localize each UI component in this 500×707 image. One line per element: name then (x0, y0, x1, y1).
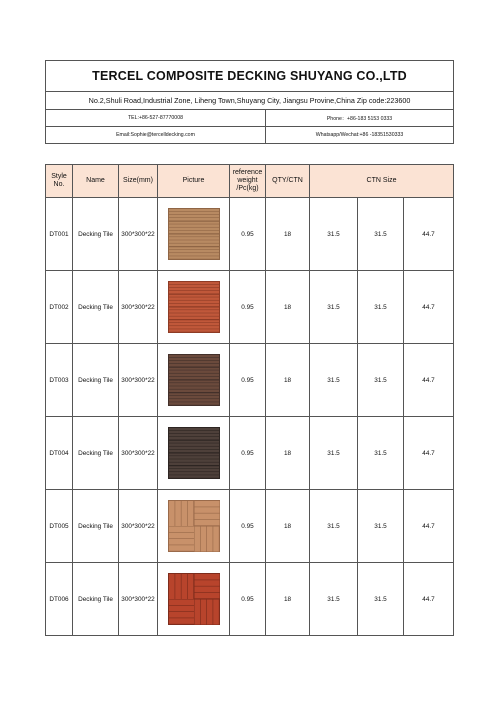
product-picture (158, 490, 230, 563)
cell-w: 31.5 (358, 490, 404, 563)
cell-l: 31.5 (310, 490, 358, 563)
cell-w: 31.5 (358, 563, 404, 636)
cell-weight: 0.95 (230, 198, 266, 271)
header-name: Name (73, 165, 119, 198)
company-whatsapp: Whatsapp/Wechat:+86 -18351530333 (266, 127, 454, 144)
cell-h: 44.7 (404, 198, 454, 271)
cell-name: Decking Tile (73, 490, 119, 563)
decking-tile-image (168, 500, 220, 552)
decking-tile-image (168, 208, 220, 260)
cell-style: DT003 (46, 344, 73, 417)
table-row (46, 563, 454, 636)
decking-tile-image (168, 427, 220, 479)
cell-l: 31.5 (310, 563, 358, 636)
cell-w: 31.5 (358, 417, 404, 490)
header-qty: QTY/CTN (266, 165, 310, 198)
cell-style: DT005 (46, 490, 73, 563)
cell-h: 44.7 (404, 344, 454, 417)
decking-tile-image (168, 281, 220, 333)
cell-style: DT004 (46, 417, 73, 490)
company-tel: TEL:+86-527-87770008 (46, 110, 266, 127)
product-picture (158, 344, 230, 417)
cell-weight: 0.95 (230, 563, 266, 636)
cell-h: 44.7 (404, 563, 454, 636)
cell-qty: 18 (266, 490, 310, 563)
company-address: No.2,Shuli Road,Industrial Zone, Liheng Town,Shuyang City, Jiangsu Provine,China Zip code:223600 (46, 92, 454, 110)
table-row (46, 417, 454, 490)
cell-qty: 18 (266, 563, 310, 636)
header-picture: Picture (158, 165, 230, 198)
cell-size: 300*300*22 (119, 417, 158, 490)
table-row (46, 344, 454, 417)
product-picture (158, 417, 230, 490)
cell-weight: 0.95 (230, 490, 266, 563)
table-header (46, 165, 454, 198)
cell-h: 44.7 (404, 417, 454, 490)
spec-sheet (45, 60, 453, 636)
cell-size: 300*300*22 (119, 344, 158, 417)
product-picture (158, 271, 230, 344)
cell-weight: 0.95 (230, 417, 266, 490)
cell-name: Decking Tile (73, 417, 119, 490)
cell-weight: 0.95 (230, 344, 266, 417)
cell-qty: 18 (266, 198, 310, 271)
cell-w: 31.5 (358, 344, 404, 417)
cell-name: Decking Tile (73, 271, 119, 344)
cell-qty: 18 (266, 271, 310, 344)
cell-h: 44.7 (404, 271, 454, 344)
cell-l: 31.5 (310, 344, 358, 417)
cell-h: 44.7 (404, 490, 454, 563)
cell-size: 300*300*22 (119, 563, 158, 636)
cell-l: 31.5 (310, 198, 358, 271)
company-email: Email:Sophie@tercelldecking.com (46, 127, 266, 144)
header-weight: reference weight /Pc(kg) (230, 165, 266, 198)
cell-style: DT001 (46, 198, 73, 271)
cell-w: 31.5 (358, 271, 404, 344)
header-style: Style No. (46, 165, 73, 198)
cell-style: DT006 (46, 563, 73, 636)
cell-l: 31.5 (310, 271, 358, 344)
cell-weight: 0.95 (230, 271, 266, 344)
cell-l: 31.5 (310, 417, 358, 490)
cell-size: 300*300*22 (119, 198, 158, 271)
company-phone: Phone：+86-183 5153 0333 (266, 110, 454, 127)
table-row (46, 271, 454, 344)
table-row (46, 490, 454, 563)
header-ctn-size: CTN Size (310, 165, 454, 198)
cell-qty: 18 (266, 417, 310, 490)
cell-w: 31.5 (358, 198, 404, 271)
header-size: Size(mm) (119, 165, 158, 198)
cell-name: Decking Tile (73, 563, 119, 636)
cell-style: DT002 (46, 271, 73, 344)
cell-name: Decking Tile (73, 344, 119, 417)
cell-qty: 18 (266, 344, 310, 417)
cell-size: 300*300*22 (119, 490, 158, 563)
product-table (45, 60, 454, 636)
company-title: TERCEL COMPOSITE DECKING SHUYANG CO.,LTD (46, 61, 454, 92)
decking-tile-image (168, 573, 220, 625)
cell-name: Decking Tile (73, 198, 119, 271)
product-picture (158, 198, 230, 271)
spacer-row (46, 144, 454, 165)
cell-size: 300*300*22 (119, 271, 158, 344)
product-picture (158, 563, 230, 636)
decking-tile-image (168, 354, 220, 406)
table-row (46, 198, 454, 271)
